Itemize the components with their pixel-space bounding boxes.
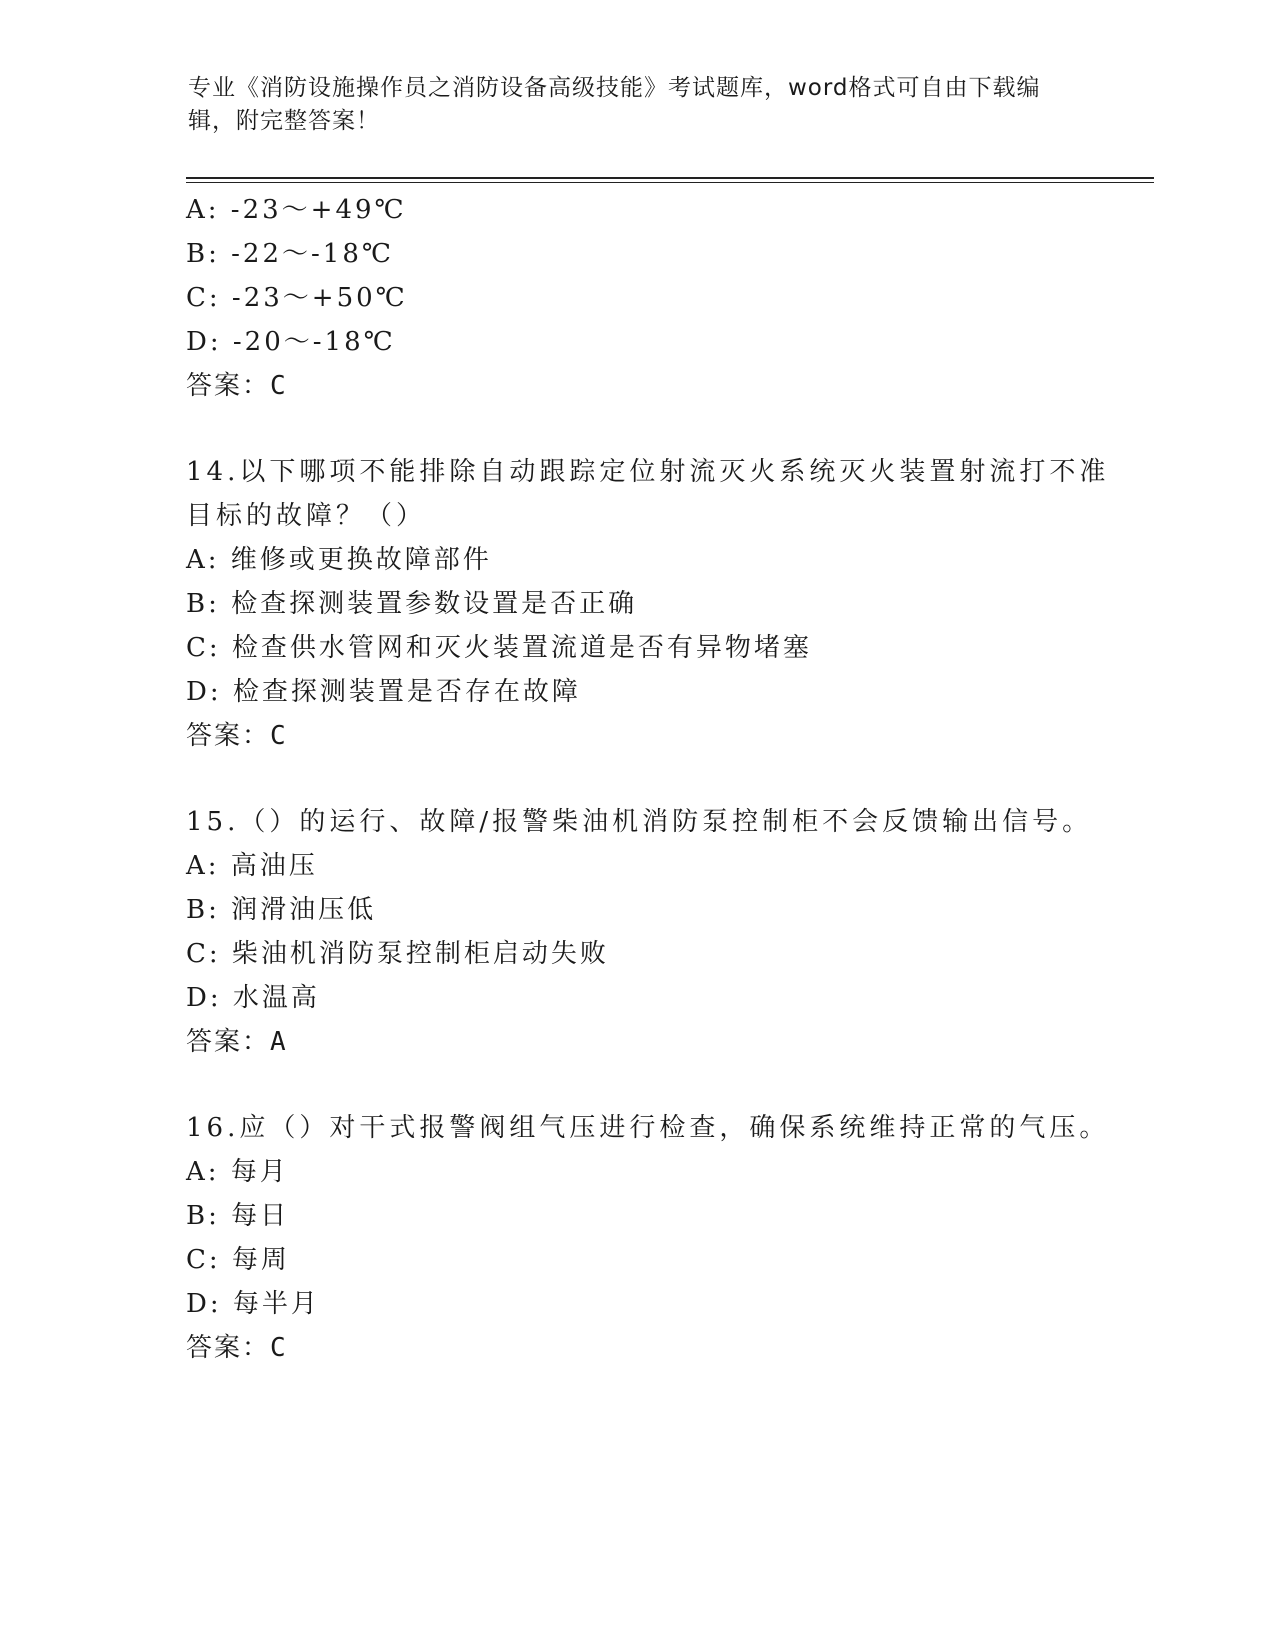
- q16-option-c: C: 每周: [186, 1245, 290, 1275]
- q14-option-a: A: 维修或更换故障部件: [186, 545, 492, 575]
- q13-option-d: D: -20～-18℃: [186, 327, 396, 357]
- q13-option-c: C: -23～+50℃: [186, 283, 408, 313]
- q15-answer: [186, 1025, 288, 1059]
- q14-stem-line-2: 目标的故障？（）: [186, 501, 427, 531]
- q15-option-b: B: 润滑油压低: [186, 895, 377, 925]
- q16-option-d: D: 每半月: [186, 1289, 320, 1319]
- q13-option-a: A: -23～+49℃: [186, 195, 407, 225]
- answer-value: C: [270, 1333, 288, 1363]
- q13-answer: [186, 369, 288, 403]
- q16-option-a: A: 每月: [186, 1157, 289, 1187]
- q15-option-c: C: 柴油机消防泵控制柜启动失败: [186, 939, 609, 969]
- q14-answer: [186, 719, 288, 753]
- q15-stem-line-1: 15.（）的运行、故障/报警柴油机消防泵控制柜不会反馈输出信号。: [186, 807, 1093, 837]
- q16-option-b: B: 每日: [186, 1201, 290, 1231]
- answer-label: 答案：: [186, 1333, 271, 1363]
- header-line-2: 辑，附完整答案！: [188, 108, 380, 134]
- header-line-1: 专业《消防设施操作员之消防设备高级技能》考试题库，word格式可自由下载编: [188, 75, 1041, 101]
- answer-label: 答案：: [186, 721, 271, 751]
- document-header: [188, 72, 1078, 138]
- q15-option-d: D: 水温高: [186, 983, 320, 1013]
- answer-value: A: [270, 1027, 288, 1057]
- answer-value: C: [270, 371, 288, 401]
- q16-stem-line-1: 16.应（）对干式报警阀组气压进行检查，确保系统维持正常的气压。: [186, 1113, 1110, 1143]
- q15-option-a: A: 高油压: [186, 851, 318, 881]
- q16-answer: [186, 1331, 288, 1365]
- header-divider-thin: [186, 182, 1154, 183]
- q14-option-c: C: 检查供水管网和灭火装置流道是否有异物堵塞: [186, 633, 812, 663]
- q14-option-d: D: 检查探测装置是否存在故障: [186, 677, 581, 707]
- q14-option-b: B: 检查探测装置参数设置是否正确: [186, 589, 638, 619]
- answer-label: 答案：: [186, 1027, 271, 1057]
- q13-option-b: B: -22～-18℃: [186, 239, 394, 269]
- answer-value: C: [270, 721, 288, 751]
- q14-stem-line-1: 14.以下哪项不能排除自动跟踪定位射流灭火系统灭火装置射流打不准: [186, 457, 1110, 487]
- header-divider: [186, 177, 1154, 179]
- answer-label: 答案：: [186, 371, 271, 401]
